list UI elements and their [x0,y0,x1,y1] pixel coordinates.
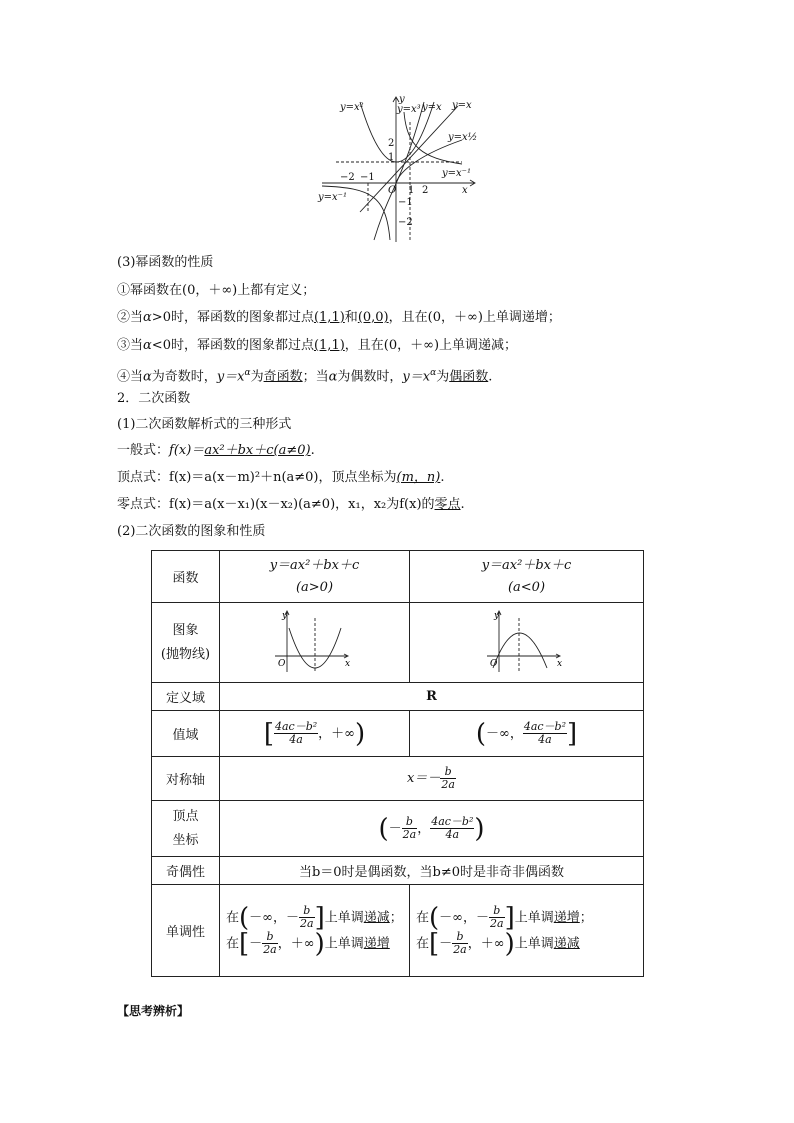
section3-title: (3)幂函数的性质 [117,255,214,270]
table-row [152,757,644,801]
row-label-vertex: 顶点 坐标 [152,801,220,857]
table-row [152,801,644,857]
tick-x-2: 2 [422,185,429,196]
cell-domain: R [220,683,644,711]
row-label-range: 值域 [152,711,220,757]
tick-x-neg2: −2 [340,172,355,183]
property-4: ④当α为奇数时，$y=x^\alpha$为奇函数；当α为偶数时，$y=x^\alpha$为偶函数. [117,368,493,385]
row-label-graph: 图象 (抛物线) [152,603,220,683]
property-3: ③当α<0时，幂函数的图象都过点(1,1)，且在(0，＋∞)上单调递减； [117,338,518,353]
table-row [152,603,644,683]
cell-graph-pos [220,603,410,683]
tick-x-1: 1 [408,185,415,196]
label-y-x-line: y=x [452,100,472,111]
tick-y-2: 2 [388,138,395,149]
cell-range-neg: (－∞， $\frac{\text{4ac－b²}}{4a}$ ] [410,711,644,757]
cell-graph-neg [410,603,644,683]
property-2: ②当α>0时，幂函数的图象都过点(1,1)和(0,0)，且在(0，＋∞)上单调递增； [117,310,561,325]
row-label-domain: 定义域 [152,683,220,711]
sub-graph-title: (2)二次函数的图象和性质 [117,524,266,539]
svg-text:x: x [556,658,562,669]
footer-thinking: 【思考辨析】 [117,1004,190,1018]
row-label-function: 函数 [152,551,220,603]
table-row [152,885,644,977]
sub-forms-title: (1)二次函数解析式的三种形式 [117,417,292,432]
tick-y-neg1: −1 [398,197,413,208]
table-row [152,711,644,757]
tick-y-1: 1 [388,152,395,163]
table-row [152,683,644,711]
heading-quadratic: 2．二次函数 [117,391,191,406]
cell-parity: 当b＝0时是偶函数，当b≠0时是非奇非偶函数 [220,857,644,885]
svg-text:y: y [493,610,499,621]
label-y-xneg1: y=x⁻¹ [442,168,471,179]
form-zero: 零点式：f(x)＝a(x－x₁)(x－x₂)(a≠0)，x₁，x₂为f(x)的零点. [117,497,465,512]
row-label-parity: 奇偶性 [152,857,220,885]
quadratic-properties-table [151,550,644,977]
svg-text:x: x [344,658,350,669]
cell-range-pos: [ $\frac{\text{4ac－b²}}{4a}$ ，＋∞) [220,711,410,757]
cell-vertex: (－ $\frac{b}{2a}$ ， $\frac{\text{4ac－b²}}{4a}$ ) [220,801,644,857]
table-row [152,551,644,603]
property-1: ①幂函数在(0，＋∞)上都有定义； [117,283,316,298]
svg-text:O: O [277,658,285,669]
label-y-x3: y=x³ [397,104,421,115]
label-y-x: y=x [422,102,442,113]
row-label-axis: 对称轴 [152,757,220,801]
parabola-down-graph [485,608,569,674]
cell-mono-pos: 在(－∞，－ $\frac{b}{2a}$ ]上单调递减； 在[－ $\frac{b}{2a}$ ，＋∞)上单调递增 [220,885,410,977]
form-vertex: 顶点式：f(x)＝a(x－m)²＋n(a≠0)，顶点坐标为(m，n). [117,470,445,485]
axis-x-label: x [462,185,468,196]
cell-mono-neg: 在(－∞，－ $\frac{b}{2a}$ ]上单调递增； 在[－ $\frac{b}{2a}$ ，＋∞)上单调递减 [410,885,644,977]
tick-y-neg2: −2 [398,217,413,228]
svg-text:O: O [489,658,497,669]
cell-axis: x＝－ $\frac{b}{2a}$ [220,757,644,801]
svg-text:y: y [281,610,287,621]
origin-label: O [388,185,397,196]
power-function-graph [312,92,490,244]
row-label-monotonic: 单调性 [152,885,220,977]
tick-x-neg1: −1 [360,172,375,183]
cell-func-neg: y＝ax²＋bx＋c (a<0) [410,551,644,603]
parabola-up-graph [273,608,357,674]
form-general: 一般式：f(x)＝ax²＋bx＋c(a≠0). [117,443,315,458]
table-row [152,857,644,885]
axis-y-label: y [399,94,405,105]
cell-func-pos: y＝ax²＋bx＋c (a>0) [220,551,410,603]
label-y-x2: y=x² [340,102,364,113]
label-y-xhalf: y=x½ [448,132,478,143]
label-y-xneg1-left: y=x⁻¹ [318,192,347,203]
